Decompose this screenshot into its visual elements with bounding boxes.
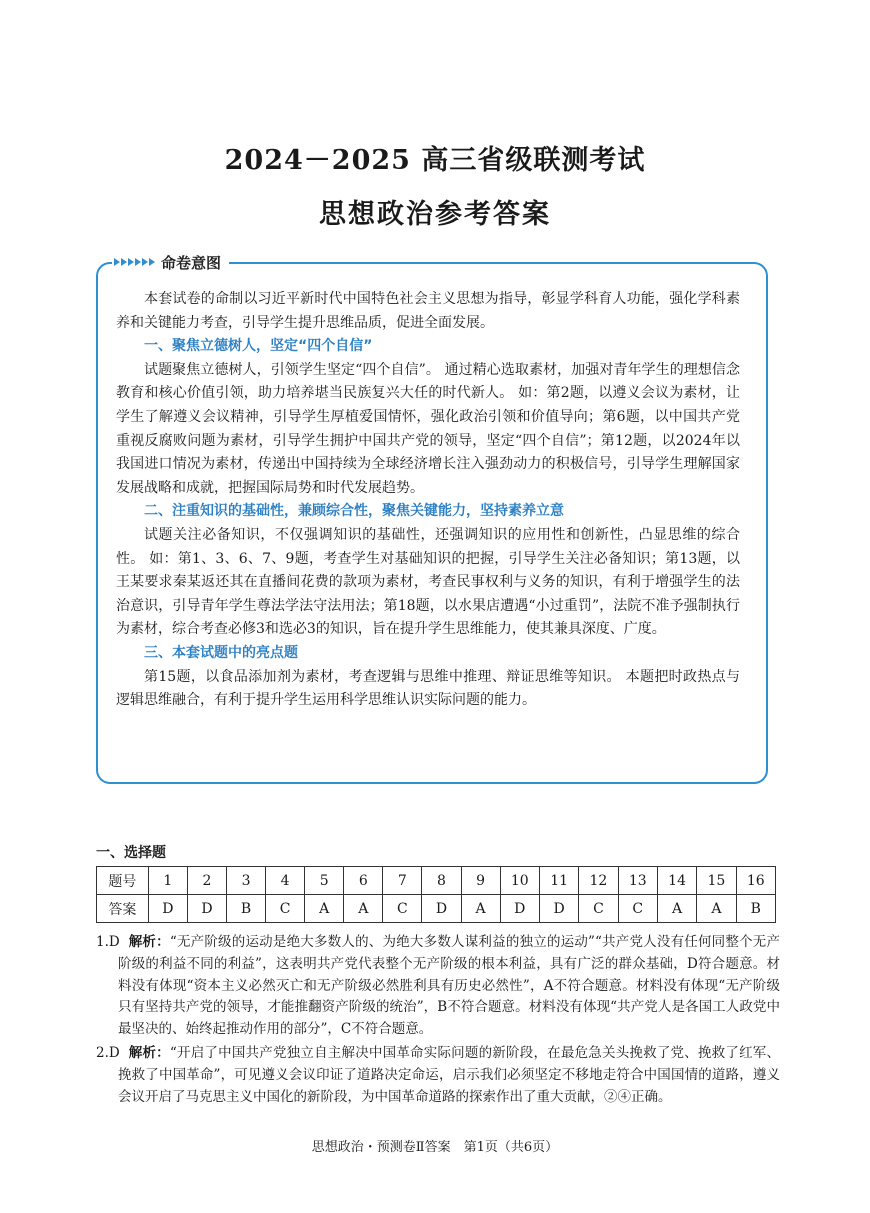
explanation-item bbox=[96, 1043, 780, 1108]
intent-section-body: 第15题，以食品添加剂为素材，考查逻辑与思维中推理、辩证思维等知识。 本题把时政热点与逻辑思维融合，有利于提升学生运用科学思维认识实际问题的能力。 bbox=[116, 668, 740, 709]
question-number: 16 bbox=[736, 867, 775, 895]
explanation-text: “开启了中国共产党独立自主解决中国革命实际问题的新阶段，在最危急关头挽救了党、挽救了红军、挽救了中国革命”，可见遵义会议印证了道路决定命运，启示我们必须坚定不移地走符合中国国情的道路，遵义会议开启了马克思主义中国化的新阶段，为中国革命道路的探索作出了重大贡献，②④正确。 bbox=[118, 1044, 781, 1105]
answer-cell: A bbox=[344, 895, 383, 923]
answer-cell: D bbox=[500, 895, 539, 923]
answer-cell: C bbox=[618, 895, 657, 923]
row-label: 答案 bbox=[97, 895, 149, 923]
arrow-decoration-icon bbox=[114, 258, 155, 266]
explanation-item bbox=[96, 932, 780, 1041]
answer-cell: C bbox=[579, 895, 618, 923]
answer-cell: D bbox=[148, 895, 187, 923]
explanations bbox=[96, 932, 780, 1110]
question-number: 11 bbox=[539, 867, 578, 895]
answer-row bbox=[97, 895, 776, 923]
question-number: 7 bbox=[383, 867, 422, 895]
intent-header bbox=[112, 250, 229, 274]
answer-table bbox=[96, 866, 776, 923]
question-number: 10 bbox=[500, 867, 539, 895]
question-number: 14 bbox=[657, 867, 696, 895]
explanation-label: 解析： bbox=[128, 1044, 170, 1061]
question-number: 8 bbox=[422, 867, 461, 895]
answer-cell: D bbox=[187, 895, 226, 923]
exam-title: 2024－2025 高三省级联测考试 bbox=[224, 145, 646, 176]
intent-intro: 本套试卷的命制以习近平新时代中国特色社会主义思想为指导，彰显学科育人功能，强化学科素养和关键能力考查，引导学生提升思维品质，促进全面发展。 bbox=[116, 291, 740, 331]
choice-section-title: 一、选择题 bbox=[96, 845, 166, 861]
intent-section-heading: 二、注重知识的基础性，兼顾综合性，聚焦关键能力，坚持素养立意 bbox=[144, 503, 564, 520]
answer-cell: B bbox=[227, 895, 266, 923]
question-number-row bbox=[97, 867, 776, 895]
answer-key-title: 思想政治参考答案 bbox=[319, 199, 551, 230]
question-number: 9 bbox=[461, 867, 500, 895]
question-number: 3 bbox=[227, 867, 266, 895]
question-number: 5 bbox=[305, 867, 344, 895]
answer-cell: A bbox=[697, 895, 736, 923]
intent-section-body: 试题关注必备知识，不仅强调知识的基础性，还强调知识的应用性和创新性，凸显思维的综合性。 如：第1、3、6、7、9题，考查学生对基础知识的把握，引导学生关注必备知识；第13题，以王某要求秦某返还其在直播间花费的款项为素材，考查民事权利与义务的知识，有利于增强学生的法治意识，引导青年学生尊法学法守法用法；第18题，以水果店遭遇“小过重罚”，法院不准予强制执行为素材，综合考查必修3和选必3的知识，旨在提升学生思维能力，使其兼具深度、广度。 bbox=[116, 526, 740, 638]
answer-cell: A bbox=[461, 895, 500, 923]
answer-cell: D bbox=[539, 895, 578, 923]
answer-cell: C bbox=[383, 895, 422, 923]
page-footer: 思想政治・预测卷Ⅱ答案 第1页（共6页） bbox=[311, 1140, 559, 1155]
answer-cell: A bbox=[657, 895, 696, 923]
row-label: 题号 bbox=[97, 867, 149, 895]
explanation-number: 2.D bbox=[96, 1044, 120, 1061]
answer-cell: A bbox=[305, 895, 344, 923]
question-number: 2 bbox=[187, 867, 226, 895]
question-number: 12 bbox=[579, 867, 618, 895]
explanation-number: 1.D bbox=[96, 934, 120, 950]
explanation-label: 解析： bbox=[128, 934, 170, 950]
question-number: 6 bbox=[344, 867, 383, 895]
question-number: 1 bbox=[148, 867, 187, 895]
intent-label: 命卷意图 bbox=[161, 253, 222, 272]
intent-section-heading: 三、本套试题中的亮点题 bbox=[144, 644, 298, 661]
intent-section-body: 试题聚焦立德树人，引领学生坚定“四个自信”。 通过精心选取素材，加强对青年学生的理想信念教育和核心价值引领，助力培养堪当民族复兴大任的时代新人。 如：第2题，以遵义会议为素材，让学生了解遵义会议精神，引导学生厚植爱国情怀，强化政治引领和价值导向；第6题，以中国共产党重视反腐败问题为素材，引导学生拥护中国共产党的领导，坚定“四个自信”；第12题，以2024年以我国进口情况为素材，传递出中国持续为全球经济增长注入强劲动力的积极信号，引导学生理解国家发展战略和成就，把握国际局势和时代发展趋势。 bbox=[116, 361, 740, 496]
explanation-text: “无产阶级的运动是绝大多数人的、为绝大多数人谋利益的独立的运动”“共产党人没有任何同整个无产阶级的利益不同的利益”，这表明共产党代表整个无产阶级的根本利益，具有广泛的群众基础，D符合题意。材料没有体现“资本主义必然灭亡和无产阶级必然胜利具有历史必然性”，A不符合题意。材料没有体现“无产阶级只有坚持共产党的领导，才能推翻资产阶级的统治”，B不符合题意。材料没有体现“共产党人是各国工人政党中最坚决的、始终起推动作用的部分”，C不符合题意。 bbox=[118, 934, 780, 1038]
question-number: 13 bbox=[618, 867, 657, 895]
answer-cell: D bbox=[422, 895, 461, 923]
question-number: 4 bbox=[266, 867, 305, 895]
question-number: 15 bbox=[697, 867, 736, 895]
answer-cell: C bbox=[266, 895, 305, 923]
answer-cell: B bbox=[736, 895, 775, 923]
intent-section-heading: 一、聚焦立德树人，坚定“四个自信” bbox=[144, 338, 373, 355]
intent-content bbox=[116, 288, 740, 713]
